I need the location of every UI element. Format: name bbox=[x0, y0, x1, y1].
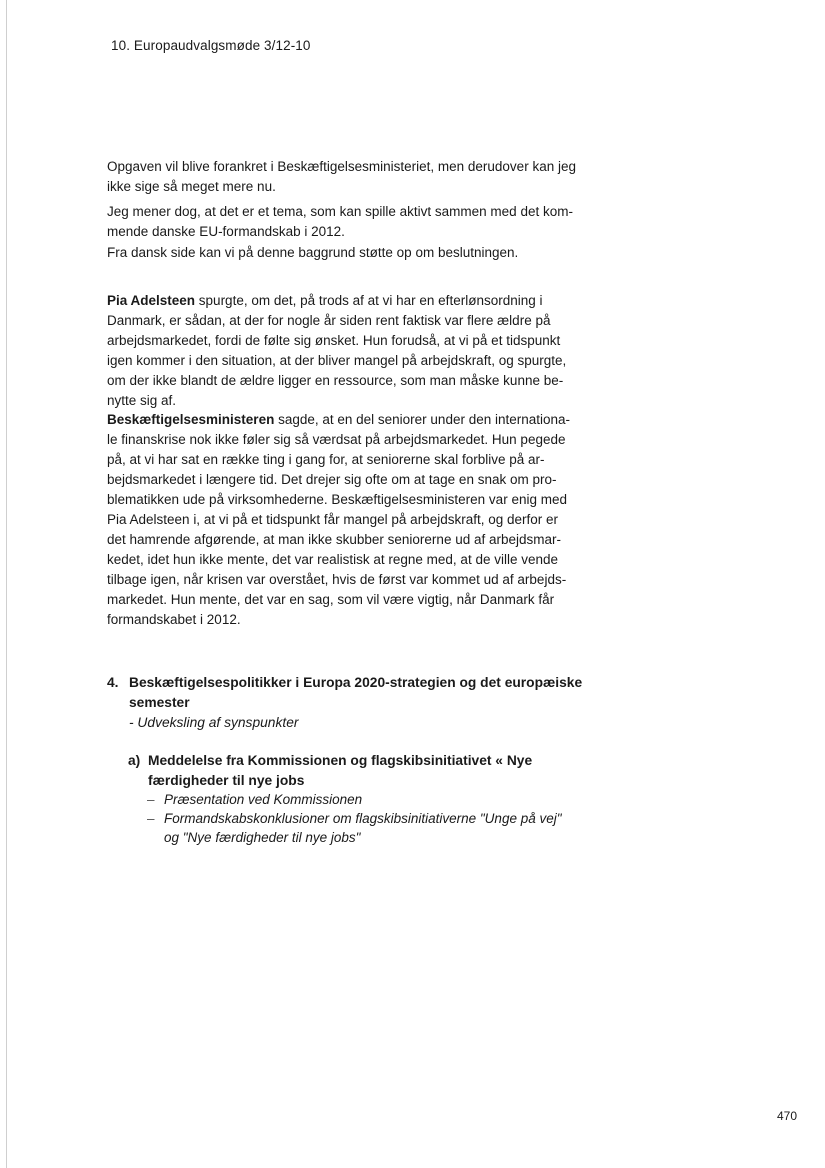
text-line: Danmark, er sådan, at der for nogle år siden rent faktisk var flere ældre på bbox=[107, 313, 551, 328]
speaker-name: Pia Adelsteen bbox=[107, 293, 196, 308]
text-line: igen kommer i den situation, at der bliver mangel på arbejdskraft, og spurgte, bbox=[107, 353, 567, 368]
text-line: mende danske EU-formandskab i 2012. bbox=[107, 224, 345, 239]
text-line: ikke sige så meget mere nu. bbox=[107, 179, 276, 194]
text-line: markedet. Hun mente, det var en sag, som vil være vigtig, når Danmark får bbox=[107, 592, 555, 607]
subitem-title-line: Meddelelse fra Kommissionen og flagskibsinitiativet « Nye bbox=[148, 753, 533, 768]
agenda-item-title-line: Beskæftigelsespolitikker i Europa 2020-strategien og det europæiske bbox=[129, 675, 583, 690]
text-line: Pia Adelsteen i, at vi på et tidspunkt får mangel på arbejdskraft, og derfor er bbox=[107, 512, 559, 527]
subitem-letter: a) bbox=[128, 753, 141, 768]
speaker-name: Beskæftigelsesministeren bbox=[107, 412, 275, 427]
text-line: det hamrende afgørende, at man ikke skubber seniorerne ud af arbejdsmar- bbox=[107, 532, 561, 547]
list-item-text: Præsentation ved Kommissionen bbox=[164, 792, 363, 807]
page-header: 10. Europaudvalgsmøde 3/12-10 bbox=[111, 38, 311, 53]
subitem-title-line: færdigheder til nye jobs bbox=[148, 773, 305, 788]
scan-edge bbox=[6, 0, 7, 1168]
text-line: kedet, idet hun ikke mente, det var realistisk at regne med, at de ville vende bbox=[107, 552, 558, 567]
text-line: tilbage igen, når krisen var overstået, hvis de først var kommet ud af arbejds- bbox=[107, 572, 567, 587]
text-line: arbejdsmarkedet, fordi de følte sig ønsket. Hun forudså, at vi på et tidspunkt bbox=[107, 333, 561, 348]
text-line bbox=[107, 410, 587, 430]
text-fragment: spurgte, om det, på trods af at vi har en efterlønsordning i bbox=[195, 293, 543, 308]
intro-paragraph-3 bbox=[107, 243, 587, 263]
subitem-title bbox=[148, 751, 588, 791]
text-fragment: sagde, at en del seniorer under den internationa- bbox=[274, 412, 571, 427]
text-line: nytte sig af. bbox=[107, 393, 177, 408]
text-line bbox=[107, 291, 587, 311]
list-item-text: og "Nye færdigheder til nye jobs" bbox=[164, 830, 361, 845]
intro-paragraph-1 bbox=[107, 157, 587, 197]
subitem-bullet-list bbox=[147, 790, 562, 847]
dash-bullet: – bbox=[147, 811, 155, 826]
text-line: om der ikke blandt de ældre ligger en ressource, som man måske kunne be- bbox=[107, 373, 564, 388]
intro-paragraph-2 bbox=[107, 202, 587, 242]
text-line: blematikken ude på virksomhederne. Beskæftigelsesministeren var enig med bbox=[107, 492, 567, 507]
text-line: Fra dansk side kan vi på denne baggrund støtte op om beslutningen. bbox=[107, 245, 519, 260]
text-line: le finanskrise nok ikke føler sig så værdsat på arbejdsmarkedet. Hun pegede bbox=[107, 432, 566, 447]
text-line: bejdsmarkedet i længere tid. Det drejer sig ofte om at tage en snak om pro- bbox=[107, 472, 557, 487]
text-line: Opgaven vil blive forankret i Beskæftigelsesministeriet, men derudover kan jeg bbox=[107, 159, 576, 174]
pia-paragraph bbox=[107, 291, 587, 411]
text-line: Jeg mener dog, at det er et tema, som kan spille aktivt sammen med det kom- bbox=[107, 204, 573, 219]
text-line: på, at vi har sat en række ting i gang for, at seniorerne skal forblive på ar- bbox=[107, 452, 545, 467]
agenda-item-number: 4. bbox=[107, 675, 119, 690]
agenda-item-title-line: semester bbox=[129, 695, 190, 710]
dash-bullet: – bbox=[147, 792, 155, 807]
list-item-text: Formandskabskonklusioner om flagskibsinitiativerne "Unge på vej" bbox=[164, 811, 562, 826]
minister-paragraph bbox=[107, 410, 587, 630]
text-line: formandskabet i 2012. bbox=[107, 612, 241, 627]
agenda-item-body bbox=[129, 673, 609, 733]
page-number: 470 bbox=[777, 1109, 798, 1123]
agenda-item-subtitle: - Udveksling af synspunkter bbox=[129, 715, 299, 730]
list-item bbox=[147, 809, 562, 847]
list-item bbox=[147, 790, 562, 809]
